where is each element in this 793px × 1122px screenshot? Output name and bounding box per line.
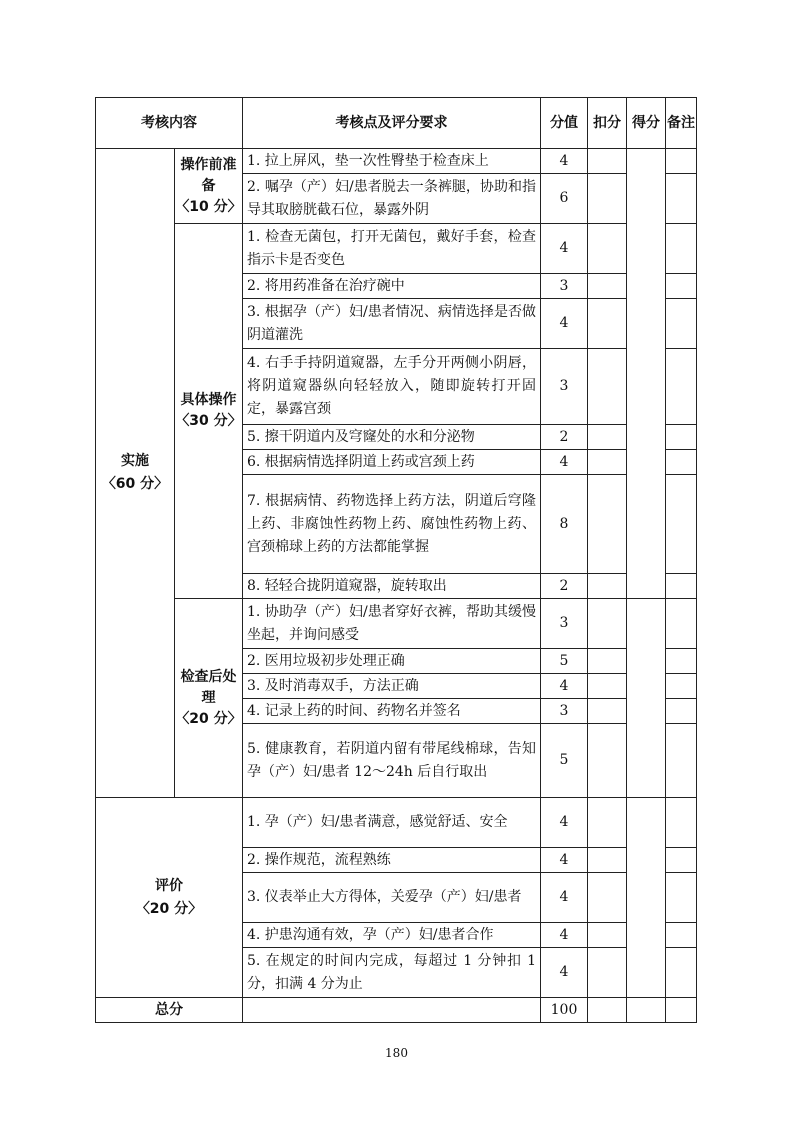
total-score: 100	[541, 998, 588, 1023]
total-row	[96, 998, 697, 1023]
group-post	[175, 599, 243, 798]
header-score: 分值	[541, 98, 588, 149]
section-sub: 〈60 分〉	[101, 476, 169, 492]
group-ops-label: 具体操作	[180, 392, 237, 408]
remark-cell	[666, 724, 697, 798]
row-text: 4. 记录上药的时间、药物名并签名	[243, 699, 541, 724]
header-gain: 得分	[627, 98, 666, 149]
remark-cell	[666, 873, 697, 923]
total-points-cell	[243, 998, 541, 1023]
row-score: 4	[541, 224, 588, 274]
remark-cell	[666, 923, 697, 948]
row-text: 1. 拉上屏风，垫一次性臀垫于检查床上	[243, 149, 541, 174]
deduct-cell	[588, 174, 627, 224]
evaluation-sub: 〈20 分〉	[135, 900, 203, 917]
deduct-cell	[588, 724, 627, 798]
remark-cell	[666, 425, 697, 450]
group-prep	[175, 149, 243, 224]
group-ops-sub: 〈30 分〉	[175, 413, 242, 429]
gain-cell	[627, 998, 666, 1023]
deduct-cell	[588, 923, 627, 948]
section-evaluation	[96, 798, 243, 998]
row-score: 4	[541, 149, 588, 174]
group-prep-sub: 〈10 分〉	[175, 198, 242, 215]
row-text: 3. 及时消毒双手，方法正确	[243, 674, 541, 699]
row-score: 6	[541, 174, 588, 224]
gain-cell	[627, 599, 666, 798]
remark-cell	[666, 848, 697, 873]
deduct-cell	[588, 848, 627, 873]
header-points: 考核点及评分要求	[243, 98, 541, 149]
row-text: 4. 护患沟通有效，孕（产）妇/患者合作	[243, 923, 541, 948]
row-score: 2	[541, 574, 588, 599]
deduct-cell	[588, 699, 627, 724]
group-prep-label: 操作前准备	[180, 156, 237, 194]
remark-cell	[666, 948, 697, 998]
gain-cell	[627, 798, 666, 998]
deduct-cell	[588, 425, 627, 450]
deduct-cell	[588, 948, 627, 998]
remark-cell	[666, 149, 697, 174]
table-row	[96, 599, 697, 649]
group-ops	[175, 224, 243, 599]
row-score: 4	[541, 923, 588, 948]
row-score: 4	[541, 798, 588, 848]
gain-cell	[627, 149, 666, 599]
row-text: 2. 将用药准备在治疗碗中	[243, 274, 541, 299]
deduct-cell	[588, 599, 627, 649]
row-score: 4	[541, 948, 588, 998]
row-score: 5	[541, 649, 588, 674]
row-score: 5	[541, 724, 588, 798]
deduct-cell	[588, 299, 627, 349]
total-label: 总分	[96, 998, 243, 1023]
row-text: 3. 仪表举止大方得体，关爱孕（产）妇/患者	[243, 873, 541, 923]
section-implementation	[96, 149, 175, 798]
page-number: 180	[385, 1046, 408, 1060]
row-text: 5. 擦干阴道内及穹窿处的水和分泌物	[243, 425, 541, 450]
table-row	[96, 149, 697, 174]
row-text: 5. 健康教育，若阴道内留有带尾线棉球，告知孕（产）妇/患者 12～24h 后自行取出	[243, 724, 541, 798]
row-score: 3	[541, 699, 588, 724]
row-text: 1. 孕（产）妇/患者满意，感觉舒适、安全	[243, 798, 541, 848]
deduct-cell	[588, 873, 627, 923]
section-label: 实施	[121, 453, 149, 469]
remark-cell	[666, 674, 697, 699]
remark-cell	[666, 450, 697, 475]
assessment-table	[95, 97, 697, 1023]
row-score: 4	[541, 848, 588, 873]
deduct-cell	[588, 798, 627, 848]
row-score: 8	[541, 475, 588, 574]
row-score: 4	[541, 674, 588, 699]
header-remark: 备注	[666, 98, 697, 149]
row-score: 4	[541, 873, 588, 923]
header-content: 考核内容	[96, 98, 243, 149]
deduct-cell	[588, 274, 627, 299]
deduct-cell	[588, 574, 627, 599]
remark-cell	[666, 574, 697, 599]
row-text: 2. 操作规范，流程熟练	[243, 848, 541, 873]
row-text: 3. 根据孕（产）妇/患者情况、病情选择是否做阴道灌洗	[243, 299, 541, 349]
header-deduct: 扣分	[588, 98, 627, 149]
row-text: 1. 协助孕（产）妇/患者穿好衣裤，帮助其缓慢坐起，并询问感受	[243, 599, 541, 649]
row-text: 5. 在规定的时间内完成，每超过 1 分钟扣 1 分，扣满 4 分为止	[243, 948, 541, 998]
remark-cell	[666, 174, 697, 224]
row-text: 1. 检查无菌包，打开无菌包，戴好手套，检查指示卡是否变色	[243, 224, 541, 274]
remark-cell	[666, 349, 697, 425]
remark-cell	[666, 599, 697, 649]
row-text: 8. 轻轻合拢阴道窥器，旋转取出	[243, 574, 541, 599]
row-text: 4. 右手手持阴道窥器，左手分开两侧小阴唇，将阴道窥器纵向轻轻放入，随即旋转打开固定，暴露宫颈	[243, 349, 541, 425]
remark-cell	[666, 475, 697, 574]
table-row	[96, 798, 697, 848]
deduct-cell	[588, 649, 627, 674]
row-score: 4	[541, 299, 588, 349]
remark-cell	[666, 224, 697, 274]
remark-cell	[666, 798, 697, 848]
deduct-cell	[588, 450, 627, 475]
row-text: 2. 医用垃圾初步处理正确	[243, 649, 541, 674]
row-score: 3	[541, 599, 588, 649]
group-post-label: 检查后处理	[180, 668, 237, 706]
remark-cell	[666, 649, 697, 674]
deduct-cell	[588, 475, 627, 574]
deduct-cell	[588, 674, 627, 699]
deduct-cell	[588, 149, 627, 174]
header-row	[96, 98, 697, 149]
remark-cell	[666, 274, 697, 299]
row-score: 4	[541, 450, 588, 475]
row-score: 3	[541, 274, 588, 299]
row-text: 6. 根据病情选择阴道上药或宫颈上药	[243, 450, 541, 475]
group-post-sub: 〈20 分〉	[175, 710, 242, 727]
deduct-cell	[588, 998, 627, 1023]
row-score: 2	[541, 425, 588, 450]
table-row	[96, 224, 697, 274]
remark-cell	[666, 699, 697, 724]
evaluation-label: 评价	[155, 877, 183, 894]
remark-cell	[666, 299, 697, 349]
row-score: 3	[541, 349, 588, 425]
deduct-cell	[588, 224, 627, 274]
deduct-cell	[588, 349, 627, 425]
row-text: 2. 嘱孕（产）妇/患者脱去一条裤腿，协助和指导其取膀胱截石位，暴露外阴	[243, 174, 541, 224]
row-text: 7. 根据病情、药物选择上药方法，阴道后穹隆上药、非腐蚀性药物上药、腐蚀性药物上药、宫颈棉球上药的方法都能掌握	[243, 475, 541, 574]
remark-cell	[666, 998, 697, 1023]
